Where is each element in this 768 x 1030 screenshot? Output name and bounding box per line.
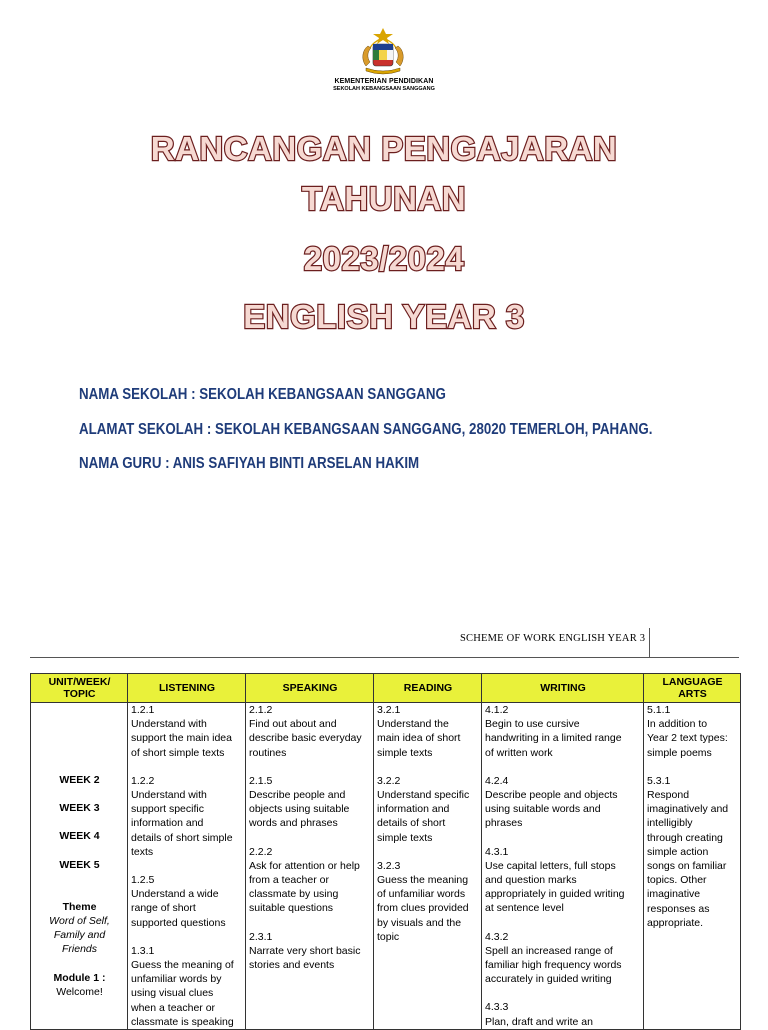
title-line-3: 2023/2024 [303, 240, 465, 277]
title-line-4: ENGLISH YEAR 3 [243, 298, 525, 335]
module-name: Welcome! [56, 985, 103, 998]
table-header-row [31, 674, 741, 703]
standard-code: 3.2.3 [377, 859, 401, 872]
header-language-arts: LANGUAGE ARTS [644, 674, 741, 703]
language-arts-cell [644, 703, 741, 1030]
speaking-cell [246, 703, 374, 1030]
table-row [31, 703, 741, 1030]
theme-text: Word of Self, [49, 915, 110, 928]
header-writing: WRITING [482, 674, 644, 703]
header-listening: LISTENING [128, 674, 246, 703]
standard-code: 2.3.1 [249, 930, 273, 943]
header-unit-line1: UNIT/WEEK/ [48, 676, 111, 688]
standard-description: imaginatively and [647, 803, 729, 816]
standard-description: songs on familiar [647, 860, 727, 873]
standard-description: responses as [647, 902, 710, 915]
writing-cell [482, 703, 644, 1030]
standard-description: Find out about and [249, 718, 337, 731]
standard-description: Narrate very short basic [249, 944, 361, 957]
standard-description: Respond [647, 789, 690, 802]
school-name: NAMA SEKOLAH : SEKOLAH KEBANGSAAN SANGGANG [79, 386, 446, 403]
standard-description: Describe people and objects [485, 789, 618, 802]
standard-code: 2.1.2 [249, 704, 273, 716]
standard-description: range of short [131, 902, 196, 915]
standard-description: support the main idea [131, 732, 232, 745]
header-speaking: SPEAKING [246, 674, 374, 703]
standard-description: topic [377, 930, 400, 943]
standard-description: texts [131, 845, 154, 858]
standard-description: words and phrases [249, 817, 338, 830]
ministry-name: KEMENTERIAN PENDIDIKAN [334, 78, 434, 85]
standard-description: suitable questions [249, 902, 334, 915]
teacher-name: NAMA GURU : ANIS SAFIYAH BINTI ARSELAN HAKIM [79, 455, 420, 472]
standard-description: when a teacher or [131, 1001, 216, 1014]
standard-description: intelligibly [647, 817, 693, 830]
standard-description: classmate is speaking [131, 1015, 234, 1028]
standard-description: simple poems [647, 746, 712, 759]
standard-description: familiar high frequency words [485, 959, 622, 972]
standard-description: Use capital letters, full stops [485, 859, 616, 872]
standard-description: Guess the meaning of [131, 959, 234, 972]
standard-description: main idea of short [377, 732, 461, 745]
standard-code: 5.3.1 [647, 774, 671, 787]
standard-description: accurately in guided writing [485, 973, 612, 986]
title-line-2: TAHUNAN [301, 180, 467, 217]
standard-description: handwriting in a limited range [485, 732, 622, 745]
standard-code: 1.3.1 [131, 944, 155, 957]
standard-description: of short simple texts [131, 746, 225, 759]
scheme-underline [30, 657, 739, 658]
standard-code: 4.2.4 [485, 774, 509, 787]
standard-description: Understand with [131, 789, 207, 802]
coat-of-arms-crest-icon [352, 26, 414, 78]
standard-description: imaginative [647, 888, 701, 901]
week-label: WEEK 4 [59, 830, 100, 843]
standard-description: objects using suitable [249, 803, 350, 816]
standard-description: stories and events [249, 959, 335, 972]
header-reading: READING [374, 674, 482, 703]
theme-text: Family and [53, 929, 106, 942]
standard-description: appropriately in guided writing [485, 888, 625, 901]
standard-description: unfamiliar words by [131, 973, 222, 986]
standard-description: Ask for attention or help [249, 859, 360, 872]
standard-description: Spell an increased range of [485, 944, 613, 957]
school-name-small: SEKOLAH KEBANGSAAN SANGGANG [333, 86, 435, 92]
standard-code: 4.3.2 [485, 930, 509, 943]
header-unit [31, 674, 128, 703]
standard-code: 1.2.2 [131, 774, 155, 787]
standard-description: phrases [485, 817, 523, 830]
week-label: WEEK 2 [59, 774, 100, 786]
reading-cell [374, 703, 482, 1030]
standard-description: information and [131, 817, 204, 830]
standard-description: of written work [485, 746, 553, 759]
standard-code: 3.2.2 [377, 774, 401, 787]
standard-description: details of short [377, 817, 446, 830]
standard-description: topics. Other [647, 874, 707, 887]
standard-code: 4.1.2 [485, 704, 509, 716]
theme-label: Theme [62, 900, 97, 913]
module-label: Module 1 : [53, 971, 106, 984]
standard-description: at sentence level [485, 902, 564, 915]
standard-description: through creating [647, 831, 723, 844]
standard-description: simple action [647, 845, 709, 858]
standard-description: Begin to use cursive [485, 718, 580, 731]
standard-description: using suitable words and [485, 803, 601, 816]
unit-cell [31, 703, 128, 1030]
standard-description: Understand the [377, 718, 449, 731]
standard-code: 5.1.1 [647, 704, 671, 716]
standard-description: routines [249, 746, 287, 759]
standard-description: details of short simple [131, 831, 233, 844]
standard-description: simple texts [377, 831, 433, 844]
standard-description: Describe people and [249, 789, 346, 802]
standard-code: 2.1.5 [249, 774, 273, 787]
standard-description: information and [377, 803, 450, 816]
standard-code: 4.3.1 [485, 845, 509, 858]
standard-code: 4.3.3 [485, 1001, 509, 1014]
standard-description: Understand a wide [131, 888, 219, 901]
week-label: WEEK 5 [59, 858, 100, 871]
standard-code: 2.2.2 [249, 845, 273, 858]
standard-description: support specific [131, 803, 204, 816]
standard-description: from clues provided [377, 902, 469, 915]
standard-code: 1.2.5 [131, 874, 155, 887]
standard-description: classmate by using [249, 888, 339, 901]
standard-description: by visuals and the [377, 916, 462, 929]
standard-description: Guess the meaning [377, 874, 469, 887]
standard-description: supported questions [131, 916, 226, 929]
standard-description: Plan, draft and write an [485, 1015, 593, 1028]
standard-description: and question marks [485, 874, 577, 887]
standard-description: using visual clues [131, 987, 214, 1000]
standard-description: Understand specific [377, 789, 470, 802]
scheme-header: SCHEME OF WORK ENGLISH YEAR 3 [460, 633, 646, 644]
standard-description: simple texts [377, 746, 433, 759]
standard-code: 3.2.1 [377, 704, 401, 716]
week-label: WEEK 3 [59, 802, 100, 815]
theme-text: Friends [61, 943, 97, 956]
school-address: ALAMAT SEKOLAH : SEKOLAH KEBANGSAAN SANGGANG, 28020 TEMERLOH, PAHANG. [79, 421, 653, 438]
title-line-1: RANCANGAN PENGAJARAN [150, 130, 618, 167]
scheme-divider [649, 628, 650, 657]
standard-description: from a teacher or [249, 874, 329, 887]
standard-description: Understand with [131, 718, 207, 731]
standard-description: In addition to [647, 718, 708, 731]
ministry-block [300, 78, 468, 92]
standard-description: describe basic everyday [249, 732, 362, 745]
standard-description: Year 2 text types: [647, 732, 728, 745]
scheme-table [30, 673, 741, 1030]
standard-description: of unfamiliar words [377, 888, 466, 901]
standard-code: 1.2.1 [131, 704, 155, 716]
header-unit-line2: TOPIC [63, 688, 96, 700]
listening-cell [128, 703, 246, 1030]
standard-description: appropriate. [647, 916, 704, 929]
